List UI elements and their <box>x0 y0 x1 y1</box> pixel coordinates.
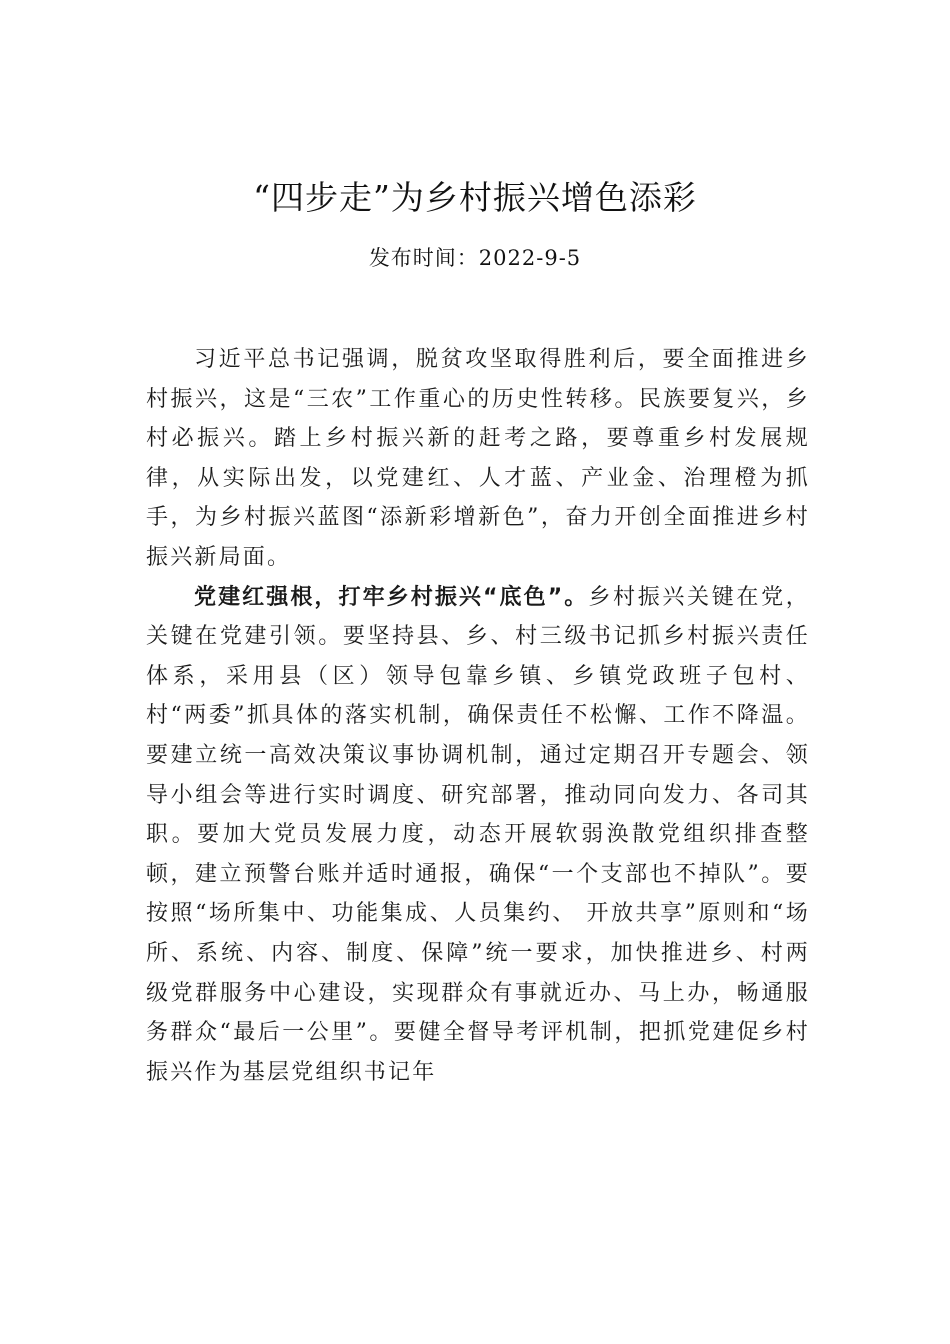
paragraph-lead-heading: 党建红强根，打牢乡村振兴“底色”。 <box>194 584 589 610</box>
paragraph-party-building <box>146 578 810 1093</box>
paragraph-text: 乡村振兴关键在党，关键在党建引领。要坚持县、乡、村三级书记抓乡村振兴责任体系，采用县（区）领导包靠乡镇、乡镇党政班子包村、村“两委”抓具体的落实机制，确保责任不松懈、工作不降温。要建立统一高效决策议事协调机制，通过定期召开专题会、领导小组会等进行实时调度、研究部署，推动同向发力、各司其职。要加大党员发展力度，动态开展软弱涣散党组织排查整顿，建立预警台账并适时通报，确保“一个支部也不掉队”。要按照“场所集中、功能集成、人员集约、 开放共享”原则和“场所、系统、内容、制度、保障”统一要求，加快推进乡、村两级党群服务中心建设，实现群众有事就近办、马上办，畅通服务群众“最后一公里”。要健全督导考评机制，把抓党建促乡村振兴作为基层党组织书记年 <box>146 584 810 1085</box>
document-title: “四步走”为乡村振兴增色添彩 <box>253 178 697 217</box>
publish-date: 发布时间：2022-9-5 <box>368 246 582 270</box>
paragraph-text: 习近平总书记强调，脱贫攻坚取得胜利后，要全面推进乡村振兴，这是“三农”工作重心的历史性转移。民族要复兴，乡村必振兴。踏上乡村振兴新的赶考之路，要尊重乡村发展规律，从实际出发，以党建红、人才蓝、产业金、治理橙为抓手，为乡村振兴蓝图“添新彩增新色”，奋力开创全面推进乡村振兴新局面。 <box>146 347 810 570</box>
paragraph-intro <box>146 340 810 578</box>
article-body <box>146 340 810 1092</box>
